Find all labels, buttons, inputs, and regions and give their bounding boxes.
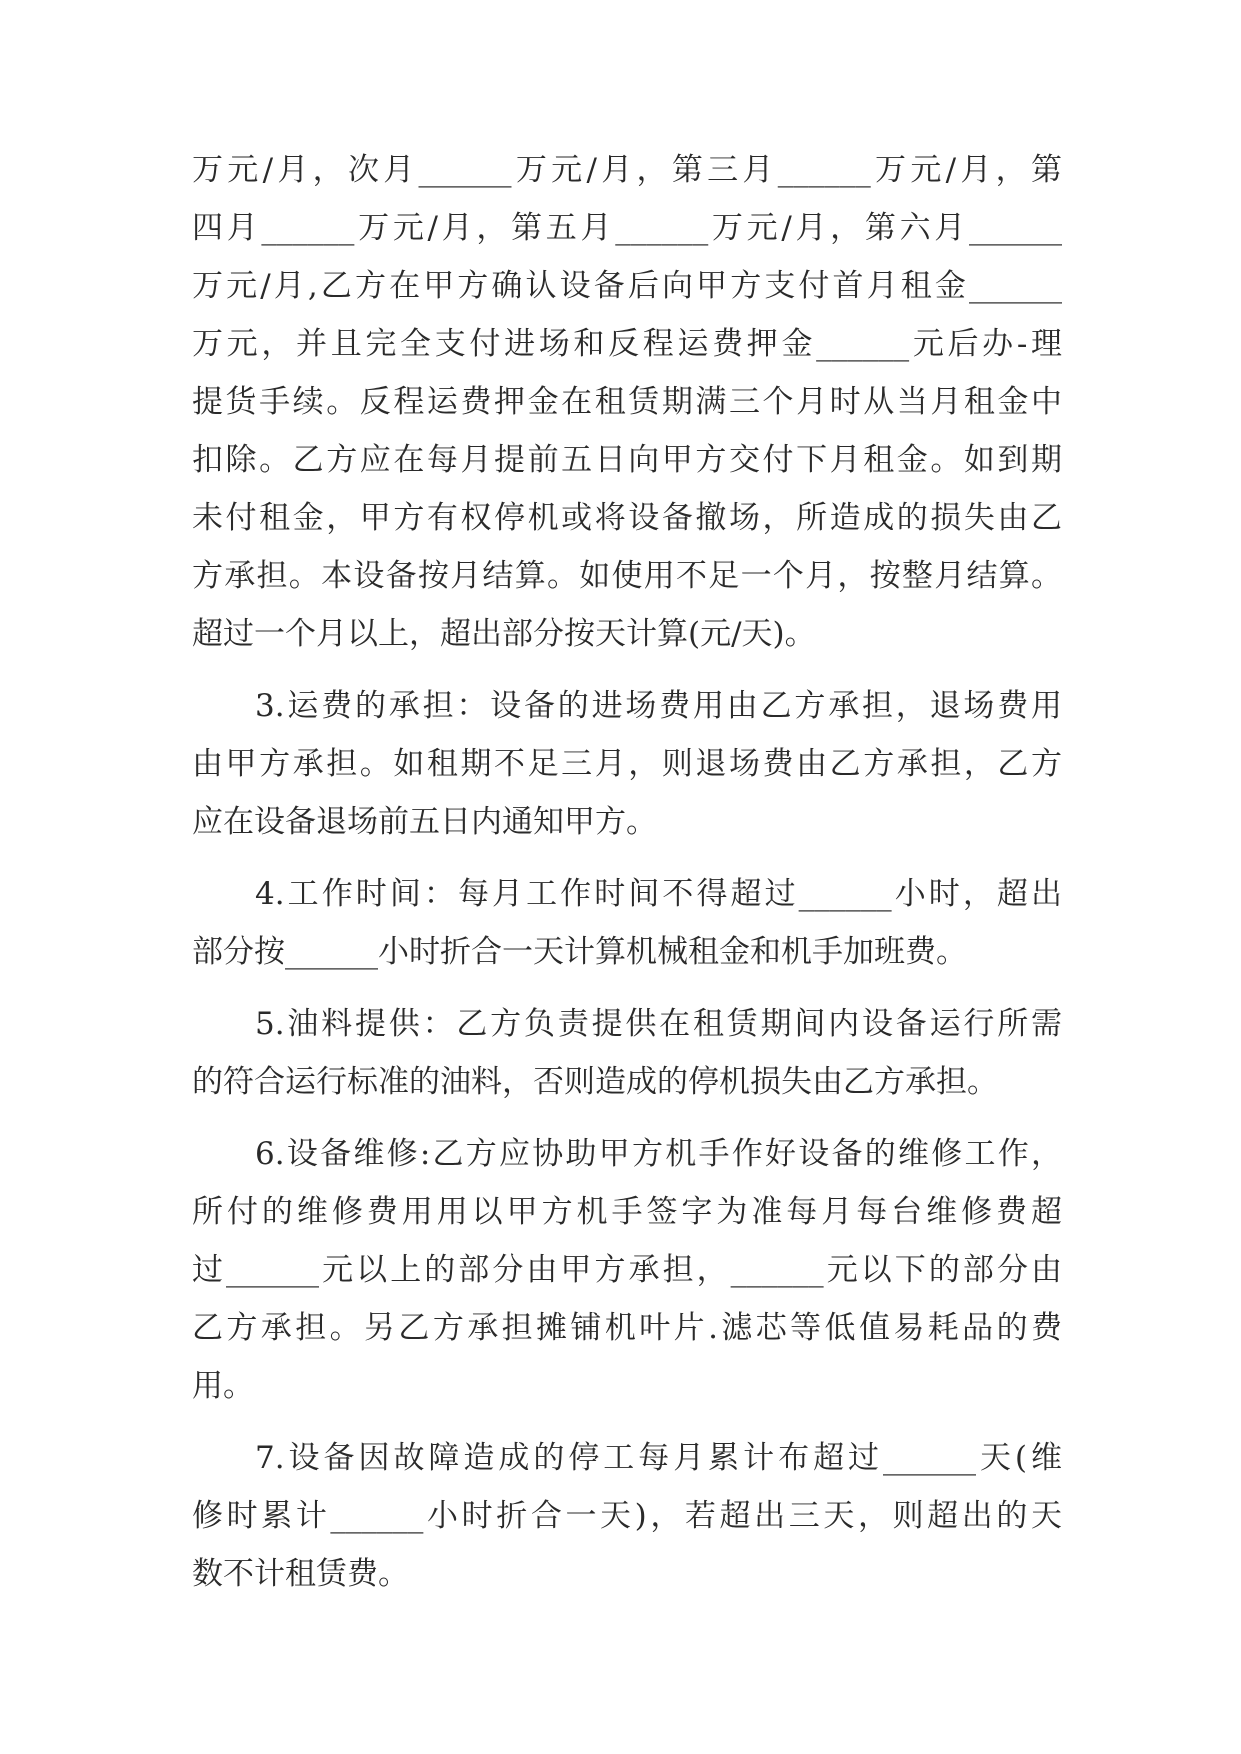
text-line: 所付的维修费用用以甲方机手签字为准每月每台维修费超 [192, 1194, 1062, 1230]
paragraph-7-heading-line: 7.设备因故障造成的停工每月累计布超过______天(维 [255, 1440, 1062, 1476]
paragraph-3-heading-line: 3.运费的承担：设备的进场费用由乙方承担，退场费用 [255, 688, 1062, 724]
text-line: 方承担。本设备按月结算。如使用不足一个月，按整月结算。 [192, 558, 1062, 594]
text-line: 用。 [192, 1368, 254, 1404]
text-line: 过______元以上的部分由甲方承担，______元以下的部分由 [192, 1252, 1062, 1288]
text-line: 万元，并且完全支付进场和反程运费押金______元后办-理 [192, 326, 1062, 362]
text-line: 乙方承担。另乙方承担摊铺机叶片.滤芯等低值易耗品的费 [192, 1310, 1062, 1346]
text-line: 未付租金，甲方有权停机或将设备撤场，所造成的损失由乙 [192, 500, 1062, 536]
text-line: 提货手续。反程运费押金在租赁期满三个月时从当月租金中 [192, 384, 1062, 420]
text-line: 超过一个月以上，超出部分按天计算(元/天)。 [192, 616, 816, 652]
text-line: 万元/月，次月______万元/月，第三月______万元/月，第 [192, 152, 1062, 188]
text-line: 扣除。乙方应在每月提前五日向甲方交付下月租金。如到期 [192, 442, 1062, 478]
text-line: 的符合运行标准的油料，否则造成的停机损失由乙方承担。 [192, 1064, 998, 1100]
text-line: 部分按______小时折合一天计算机械租金和机手加班费。 [192, 934, 967, 970]
paragraph-5-heading-line: 5.油料提供：乙方负责提供在租赁期间内设备运行所需 [255, 1006, 1062, 1042]
text-line: 四月______万元/月，第五月______万元/月，第六月______ [192, 210, 1062, 246]
text-line: 由甲方承担。如租期不足三月，则退场费由乙方承担，乙方 [192, 746, 1062, 782]
paragraph-4-heading-line: 4.工作时间：每月工作时间不得超过______小时，超出 [255, 876, 1062, 912]
text-line: 万元/月,乙方在甲方确认设备后向甲方支付首月租金______ [192, 268, 1062, 304]
paragraph-6-heading-line: 6.设备维修:乙方应协助甲方机手作好设备的维修工作， [255, 1136, 1062, 1172]
text-line: 应在设备退场前五日内通知甲方。 [192, 804, 657, 840]
text-line: 修时累计______小时折合一天)，若超出三天，则超出的天 [192, 1498, 1062, 1534]
text-line: 数不计租赁费。 [192, 1556, 409, 1592]
